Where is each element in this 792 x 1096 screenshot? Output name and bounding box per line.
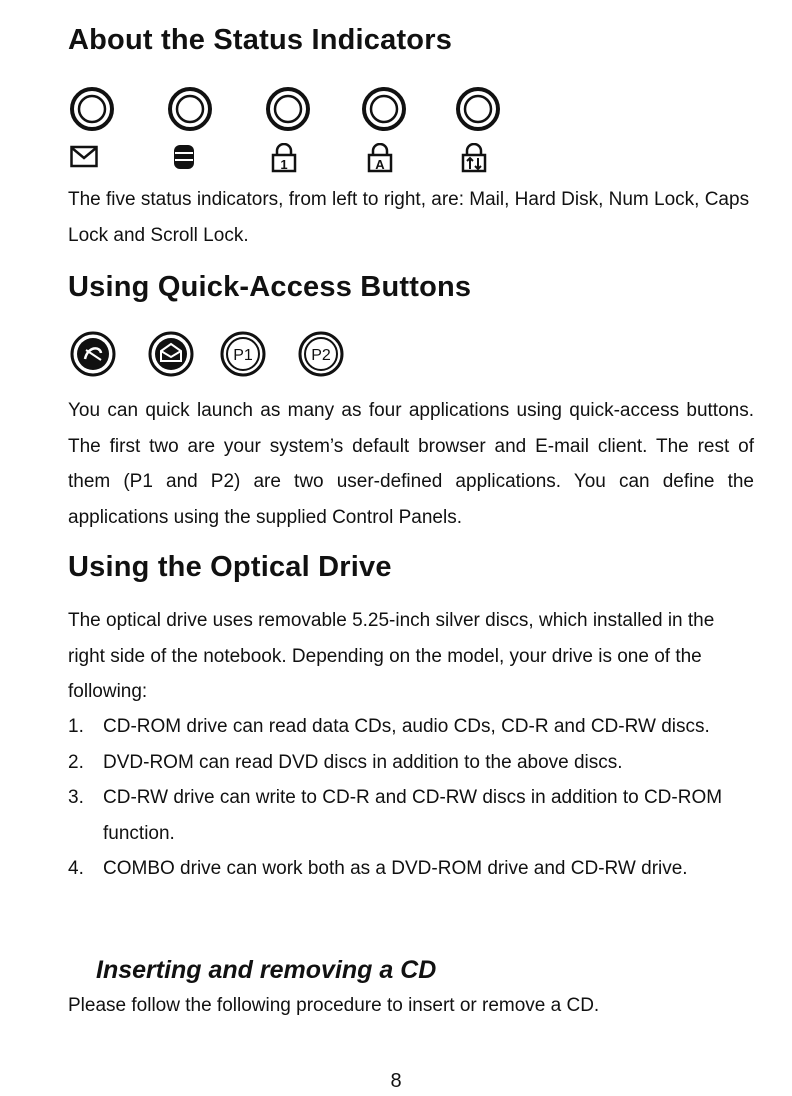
list-item: [68, 780, 758, 851]
list-number: 3.: [68, 787, 84, 808]
led-indicator-scroll-lock: [454, 84, 502, 134]
quick-access-description: You can quick launch as many as four applications using quick-access buttons. The first two are your system’s default browser and E-mail client. The rest of them (P1 and P2) are two user-defined applications. You can define the applications using the supplied Control Panels.: [68, 400, 754, 528]
list-item-text: DVD-ROM can read DVD discs in addition to the above discs.: [103, 751, 623, 773]
list-item: [68, 745, 758, 781]
list-item: [68, 709, 758, 745]
subsection-heading-inserting-cd: Inserting and removing a CD: [96, 956, 437, 984]
status-indicators-description: The five status indicators, from left to right, are: Mail, Hard Disk, Num Lock, Caps Lock and Scroll Lock.: [68, 189, 750, 246]
p2-label: P2: [311, 347, 331, 364]
list-item-text: COMBO drive can work both as a DVD-ROM drive and CD-RW drive.: [103, 858, 688, 879]
list-number: 4.: [68, 858, 84, 879]
drive-type-list: [68, 709, 758, 887]
list-item: [68, 851, 758, 887]
section-heading-quick-access: Using Quick-Access Buttons: [68, 271, 472, 303]
page-number: 8: [390, 1070, 402, 1092]
section-heading-status-indicators: About the Status Indicators: [68, 24, 453, 56]
list-number: 2.: [68, 751, 84, 773]
p2-button-icon: [296, 328, 346, 380]
quick-access-button-row: [68, 328, 368, 384]
procedure-intro: Please follow the following procedure to insert or remove a CD.: [68, 995, 600, 1016]
p1-button-icon: [218, 328, 268, 380]
list-item-text: CD-RW drive can write to CD-R and CD-RW discs in addition to CD-ROM function.: [103, 787, 723, 844]
optical-drive-intro: The optical drive uses removable 5.25-inch silver discs, which installed in the right side of the notebook. Depending on the model, your drive is one of the following:: [68, 610, 715, 702]
mail-icon: [70, 145, 98, 169]
section-heading-optical-drive: Using the Optical Drive: [68, 551, 392, 583]
led-indicator-hard-disk: [166, 84, 214, 134]
svg-text:A: A: [375, 157, 385, 172]
list-number: 1.: [68, 716, 84, 737]
num-lock-icon: [270, 143, 298, 173]
browser-icon: [68, 328, 118, 380]
led-indicator-num-lock: [264, 84, 312, 134]
list-item-text: CD-ROM drive can read data CDs, audio CDs, CD-R and CD-RW discs.: [103, 716, 710, 737]
hard-disk-icon: [172, 143, 196, 171]
email-icon: [146, 328, 196, 380]
status-symbol-row: [68, 143, 518, 177]
status-led-row: [68, 84, 518, 144]
p1-label: P1: [233, 347, 253, 364]
scroll-lock-icon: [460, 143, 488, 173]
caps-lock-icon: [366, 143, 394, 173]
led-indicator-caps-lock: [360, 84, 408, 134]
led-indicator-mail: [68, 84, 116, 134]
svg-text:1: 1: [280, 157, 288, 172]
